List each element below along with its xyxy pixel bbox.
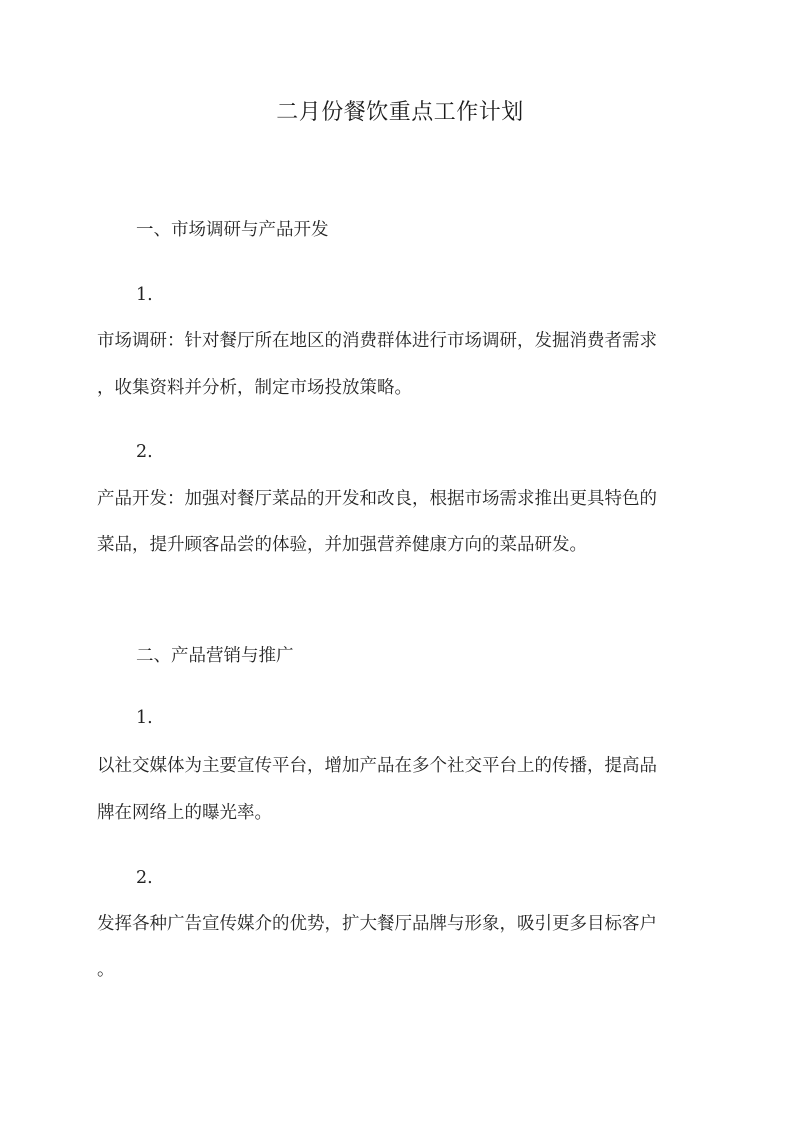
- item-text-2-2-line-1: 发挥各种广告宣传媒介的优势，扩大餐厅品牌与形象，吸引更多目标客户: [97, 914, 657, 934]
- item-text-2-1-line-1: 以社交媒体为主要宣传平台，增加产品在多个社交平台上的传播，提高品: [97, 756, 657, 776]
- item-text-2-2-line-2: 。: [97, 960, 115, 980]
- item-text-1-1-line-2: ，收集资料并分析，制定市场投放策略。: [97, 378, 412, 398]
- item-text-1-2-line-2: 菜品，提升顾客品尝的体验，并加强营养健康方向的菜品研发。: [97, 535, 587, 555]
- section-heading-2: 二、产品营销与推广: [136, 646, 294, 666]
- item-number-1-1: 1.: [136, 285, 153, 305]
- item-text-1-1-line-1: 市场调研：针对餐厅所在地区的消费群体进行市场调研，发掘消费者需求: [97, 331, 657, 351]
- item-number-1-2: 2.: [136, 442, 153, 462]
- item-number-2-1: 1.: [136, 708, 153, 728]
- document-title: 二月份餐饮重点工作计划: [276, 100, 524, 125]
- item-number-2-2: 2.: [136, 868, 153, 888]
- item-text-1-2-line-1: 产品开发：加强对餐厅菜品的开发和改良，根据市场需求推出更具特色的: [97, 489, 657, 509]
- section-heading-1: 一、市场调研与产品开发: [136, 220, 329, 240]
- item-text-2-1-line-2: 牌在网络上的曝光率。: [97, 803, 272, 823]
